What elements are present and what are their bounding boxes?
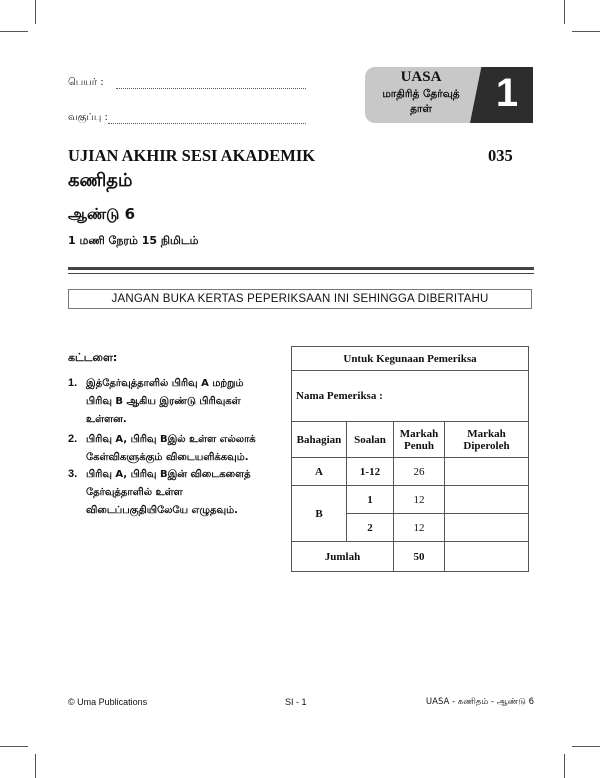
divider (68, 273, 534, 274)
class-field (68, 112, 108, 124)
total-row (292, 542, 529, 572)
instruction-line: விடைப்பகுதியிலேயே எழுதவும். (86, 505, 238, 516)
instruction-line: பிரிவு A, பிரிவு Bஇல் உள்ள எல்லாக் (86, 434, 256, 445)
badge-subtitle-line: மாதிரித் தேர்வுத் (382, 88, 460, 100)
crop-mark (0, 31, 28, 32)
crop-mark (564, 754, 565, 778)
crop-mark (0, 746, 28, 747)
warning-notice: JANGAN BUKA KERTAS PEPERIKSAAN INI SEHINGGA DIBERITAHU (68, 289, 532, 309)
colon: : (101, 112, 108, 123)
full-marks-cell: 12 (394, 486, 445, 514)
colon: : (97, 77, 104, 88)
duration-label: 1 மணி நேரம் 15 நிமிடம் (68, 234, 199, 247)
instruction-number: 2. (68, 433, 78, 445)
header-full-marks: Markah Penuh (394, 422, 445, 458)
badge-subtitle (365, 87, 477, 117)
table-row (292, 486, 529, 514)
page-number: SI - 1 (285, 697, 307, 707)
instruction-line: இத்தேர்வுத்தாளில் பிரிவு A மற்றும் (86, 378, 244, 389)
full-marks-cell: 12 (394, 514, 445, 542)
instruction-line: பிரிவு A, பிரிவு Bஇன் விடைகளைத் (86, 469, 251, 480)
total-value: 50 (394, 542, 445, 572)
total-label: Jumlah (292, 542, 394, 572)
footer-title: UASA - கணிதம் - ஆண்டு 6 (425, 697, 534, 707)
name-field (68, 77, 104, 89)
table-row (292, 458, 529, 486)
instruction-line: கேள்விகளுக்கும் விடையளிக்கவும். (86, 452, 249, 463)
marks-obtained-cell[interactable] (445, 458, 529, 486)
instruction-number: 1. (68, 377, 78, 389)
total-obtained-cell[interactable] (445, 542, 529, 572)
crop-mark (572, 746, 600, 747)
examiner-name-cell: Nama Pemeriksa : (292, 371, 529, 422)
section-cell: A (292, 458, 347, 486)
badge-subtitle-line: தாள் (410, 103, 432, 115)
paper-code: 035 (488, 146, 513, 165)
instruction-number: 3. (68, 468, 78, 480)
marks-obtained-cell[interactable] (445, 486, 529, 514)
examiner-table (291, 346, 529, 572)
header-question: Soalan (347, 422, 394, 458)
marks-obtained-cell[interactable] (445, 514, 529, 542)
crop-mark (572, 31, 600, 32)
full-marks-cell: 26 (394, 458, 445, 486)
name-label: பெயர் (68, 77, 98, 88)
name-line (116, 88, 306, 89)
table-title: Untuk Kegunaan Pemeriksa (292, 347, 529, 371)
instruction-item (86, 466, 251, 520)
class-label: வகுப்பு (68, 112, 102, 123)
crop-mark (35, 0, 36, 24)
instruction-line: தேர்வுத்தாளில் உள்ள (86, 487, 183, 498)
question-cell: 1 (347, 486, 394, 514)
question-cell: 1-12 (347, 458, 394, 486)
exam-title: UJIAN AKHIR SESI AKADEMIK (68, 146, 316, 165)
instructions-heading: கட்டளை: (68, 351, 118, 364)
section-cell: B (292, 486, 347, 542)
badge-title: UASA (400, 69, 442, 85)
instruction-item (86, 431, 256, 467)
paper-badge (365, 67, 533, 123)
instruction-line: உள்ளன. (86, 414, 127, 425)
badge-number: 1 (495, 71, 519, 115)
publisher-credit: © Uma Publications (68, 697, 148, 707)
class-line (108, 123, 306, 124)
crop-mark (564, 0, 565, 24)
crop-mark (35, 754, 36, 778)
divider (68, 267, 534, 270)
header-marks-obtained: Markah Diperoleh (445, 422, 529, 458)
instruction-line: பிரிவு B ஆகிய இரண்டு பிரிவுகள் (86, 396, 241, 407)
question-cell: 2 (347, 514, 394, 542)
subject-title: கணிதம் (68, 170, 133, 191)
instruction-item (86, 375, 244, 429)
header-section: Bahagian (292, 422, 347, 458)
year-label: ஆண்டு 6 (68, 205, 136, 223)
